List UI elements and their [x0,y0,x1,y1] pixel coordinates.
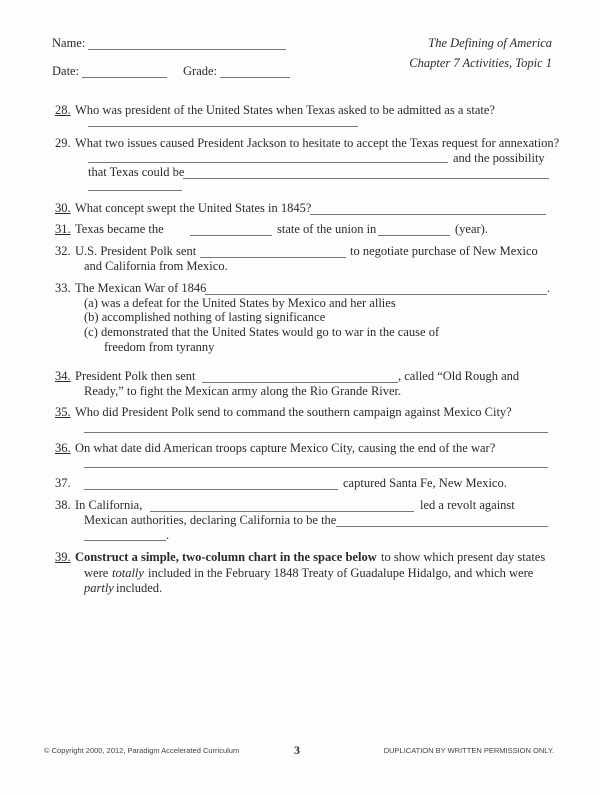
q30-text: What concept swept the United States in 1845? [75,201,312,215]
q29-answer-line-1[interactable] [88,162,448,163]
q29-answer-line-3[interactable] [88,190,182,191]
q33-number: 33. [55,281,71,295]
q28-text: Who was president of the United States when Texas asked to be admitted as a state? [75,103,495,117]
q33-option-a[interactable]: (a) was a defeat for the United States by Mexico and her allies [84,296,396,310]
q34-number: 34. [55,369,71,383]
q29-mid-text: and the possibility [453,151,545,165]
q38-text-a: In California, [75,498,143,512]
q36-answer-line[interactable] [84,467,548,468]
q34-text-a: President Polk then sent [75,369,196,383]
q37-number: 37. [55,476,71,490]
q33-option-c[interactable]: (c) demonstrated that the United States would go to war in the cause of [84,325,440,339]
q30-answer-line[interactable] [310,214,546,215]
q31-number: 31. [55,222,71,236]
q31-year-line[interactable] [378,235,450,236]
copyright-notice: © Copyright 2000, 2012, Paradigm Accelerated Curriculum [44,746,240,755]
q29-line3-text: that Texas could be [88,165,185,179]
q38-period: . [166,528,170,542]
q32-answer-line[interactable] [200,257,346,258]
q34-answer-line[interactable] [202,382,398,383]
q35-text: Who did President Polk send to command the southern campaign against Mexico City? [75,405,512,419]
q33-option-b[interactable]: (b) accomplished nothing of lasting significance [84,310,326,324]
q31-text-c: (year). [455,222,488,236]
q28-answer-line[interactable] [88,126,358,127]
q30-number: 30. [55,201,71,215]
grade-label: Grade: [183,64,218,78]
q37-answer-line[interactable] [84,489,338,490]
q39-text-3b: included. [116,581,163,595]
q36-text: On what date did American troops capture Mexico City, causing the end of the war? [75,441,496,455]
q28-number: 28. [55,103,71,117]
q31-text-b: state of the union in [277,222,377,236]
q32-text-a: U.S. President Polk sent [75,244,197,258]
q32-number: 32. [55,244,71,258]
book-title: The Defining of America [428,36,552,50]
q39-number: 39. [55,550,71,564]
q29-number: 29. [55,136,71,150]
q32-text-b: to negotiate purchase of New Mexico [350,244,538,258]
q34-text-c: Ready,” to fight the Mexican army along the Rio Grande River. [84,384,402,398]
q29-answer-line-2[interactable] [183,178,549,179]
q33-text-a: The Mexican War of 1846 [75,281,207,295]
name-label: Name: [52,36,86,50]
q33-period: . [547,281,551,295]
q39-chart-space[interactable] [84,600,548,730]
q33-answer-line[interactable] [205,294,547,295]
q34-text-b: , called “Old Rough and [398,369,520,383]
q32-text-c: and California from Mexico. [84,259,228,273]
q39-text-1: to show which present day states [381,550,546,564]
q39-text-3a: partly [84,581,114,595]
q37-text: captured Santa Fe, New Mexico. [343,476,507,490]
chapter-info: Chapter 7 Activities, Topic 1 [409,56,552,70]
q36-number: 36. [55,441,71,455]
q35-answer-line[interactable] [84,432,548,433]
q31-state-number-line[interactable] [190,235,272,236]
q33-option-c-cont: freedom from tyranny [104,340,215,354]
q39-text-2b: totally [112,566,144,580]
date-label: Date: [52,64,80,78]
q38-answer-line-3[interactable] [84,540,166,541]
duplication-notice: DUPLICATION BY WRITTEN PERMISSION ONLY. [383,746,554,755]
page-number: 3 [294,743,300,757]
q38-text-c: Mexican authorities, declaring California to be the [84,513,337,527]
q39-instruction: Construct a simple, two-column chart in the space below [75,550,377,564]
q39-text-2c: included in the February 1848 Treaty of Guadalupe Hidalgo, and which were [148,566,534,580]
q38-answer-line-1[interactable] [150,511,414,512]
q29-text: What two issues caused President Jackson to hesitate to accept the Texas request for annexation? [75,136,560,150]
q38-number: 38. [55,498,71,512]
q38-answer-line-2[interactable] [336,526,548,527]
date-field[interactable] [82,77,167,78]
grade-field[interactable] [220,77,290,78]
q31-text-a: Texas became the [75,222,164,236]
q35-number: 35. [55,405,71,419]
q38-text-b: led a revolt against [420,498,515,512]
name-field[interactable] [88,49,286,50]
q39-text-2a: were [84,566,109,580]
